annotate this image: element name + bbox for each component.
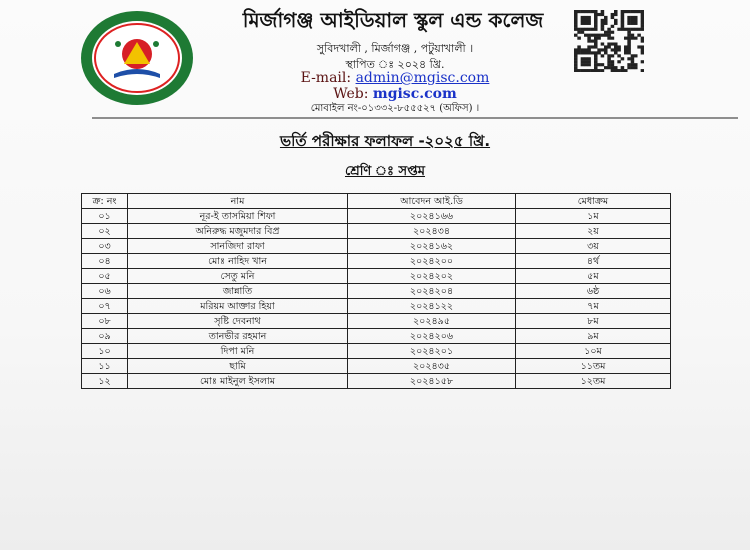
merit-rank-cell: ৮ম bbox=[516, 314, 671, 329]
merit-rank-cell: ১ম bbox=[516, 209, 671, 224]
name-cell: মরিয়ম আক্তার হিয়া bbox=[128, 299, 348, 314]
serial-cell: ১০ bbox=[82, 344, 128, 359]
name-cell: নূর-ই তাসমিয়া শিফা bbox=[128, 209, 348, 224]
name-cell: অনিরুদ্ধ মজুমদার বিপ্র bbox=[128, 224, 348, 239]
application-id-cell: ২০২৪৩৫ bbox=[348, 359, 516, 374]
email-label: E-mail: bbox=[300, 70, 352, 86]
name-cell: তানভীর রহমান bbox=[128, 329, 348, 344]
serial-cell: ০১ bbox=[82, 209, 128, 224]
table-row bbox=[82, 269, 671, 284]
application-id-cell: ২০২৪২০০ bbox=[348, 254, 516, 269]
mobile-line: মোবাইল নং-০১৩৩২-৮৫৫৫২৭ (অফিস) । bbox=[310, 103, 480, 114]
email-line bbox=[210, 70, 580, 86]
table-row bbox=[82, 329, 671, 344]
merit-rank-cell: ৩য় bbox=[516, 239, 671, 254]
col-header-serial: ক্র: নং bbox=[82, 194, 128, 209]
serial-cell: ০৫ bbox=[82, 269, 128, 284]
table-row bbox=[82, 209, 671, 224]
class-label: শ্রেণি ঃ সপ্তম bbox=[344, 164, 426, 179]
name-cell: মোঃ মাইনুল ইসলাম bbox=[128, 374, 348, 389]
table-row bbox=[82, 314, 671, 329]
serial-cell: ০৩ bbox=[82, 239, 128, 254]
header-divider bbox=[92, 117, 738, 119]
table-row bbox=[82, 254, 671, 269]
serial-cell: ০৬ bbox=[82, 284, 128, 299]
school-name: মির্জাগঞ্জ আইডিয়াল স্কুল এন্ড কলেজ bbox=[242, 8, 544, 32]
results-table bbox=[81, 193, 671, 389]
name-cell: দিপা মনি bbox=[128, 344, 348, 359]
email-link[interactable]: admin@mgisc.com bbox=[355, 70, 490, 86]
name-cell: সানজিদা রাফা bbox=[128, 239, 348, 254]
merit-rank-cell: ৯ম bbox=[516, 329, 671, 344]
application-id-cell: ২০২৪২০৪ bbox=[348, 284, 516, 299]
application-id-cell: ২০২৪১৫৮ bbox=[348, 374, 516, 389]
col-header-merit-rank: মেধাক্রম bbox=[516, 194, 671, 209]
table-row bbox=[82, 224, 671, 239]
table-row bbox=[82, 374, 671, 389]
merit-rank-cell: ৫ম bbox=[516, 269, 671, 284]
table-row bbox=[82, 299, 671, 314]
merit-rank-cell: ১২তম bbox=[516, 374, 671, 389]
web-label: Web: bbox=[333, 86, 369, 102]
table-row bbox=[82, 284, 671, 299]
name-cell: জান্নাতি bbox=[128, 284, 348, 299]
application-id-cell: ২০২৪১২২ bbox=[348, 299, 516, 314]
qr-code bbox=[574, 10, 644, 72]
serial-cell: ০২ bbox=[82, 224, 128, 239]
merit-rank-cell: ১১তম bbox=[516, 359, 671, 374]
name-cell: মোঃ নাহিদ খান bbox=[128, 254, 348, 269]
school-logo bbox=[78, 8, 196, 108]
application-id-cell: ২০২৪১৬২ bbox=[348, 239, 516, 254]
table-row bbox=[82, 239, 671, 254]
serial-cell: ০৭ bbox=[82, 299, 128, 314]
serial-cell: ০৮ bbox=[82, 314, 128, 329]
application-id-cell: ২০২৪২০৬ bbox=[348, 329, 516, 344]
application-id-cell: ২০২৪১৬৬ bbox=[348, 209, 516, 224]
merit-rank-cell: ১০ম bbox=[516, 344, 671, 359]
serial-cell: ১১ bbox=[82, 359, 128, 374]
application-id-cell: ২০২৪৩৪ bbox=[348, 224, 516, 239]
web-line bbox=[210, 86, 580, 102]
serial-cell: ০৪ bbox=[82, 254, 128, 269]
merit-rank-cell: ৬ষ্ঠ bbox=[516, 284, 671, 299]
application-id-cell: ২০২৪৯৫ bbox=[348, 314, 516, 329]
school-address: সুবিদখালী , মির্জাগঞ্জ , পটুয়াখালী । bbox=[316, 42, 474, 55]
merit-rank-cell: ২য় bbox=[516, 224, 671, 239]
established-line: স্থাপিত ঃ ২০২৪ খ্রি. bbox=[345, 58, 445, 71]
application-id-cell: ২০২৪২০১ bbox=[348, 344, 516, 359]
table-row bbox=[82, 344, 671, 359]
col-header-name: নাম bbox=[128, 194, 348, 209]
merit-rank-cell: ৭ম bbox=[516, 299, 671, 314]
serial-cell: ১২ bbox=[82, 374, 128, 389]
application-id-cell: ২০২৪২০২ bbox=[348, 269, 516, 284]
result-title: ভর্তি পরীক্ষার ফলাফল -২০২৫ খ্রি. bbox=[279, 132, 491, 150]
name-cell: সেতু মনি bbox=[128, 269, 348, 284]
serial-cell: ০৯ bbox=[82, 329, 128, 344]
web-link[interactable]: mgisc.com bbox=[372, 86, 457, 102]
merit-rank-cell: ৪র্থ bbox=[516, 254, 671, 269]
col-header-application-id: আবেদন আই.ডি bbox=[348, 194, 516, 209]
name-cell: ছামি bbox=[128, 359, 348, 374]
table-row bbox=[82, 359, 671, 374]
table-header-row bbox=[82, 194, 671, 209]
name-cell: সৃষ্টি দেবনাথ bbox=[128, 314, 348, 329]
